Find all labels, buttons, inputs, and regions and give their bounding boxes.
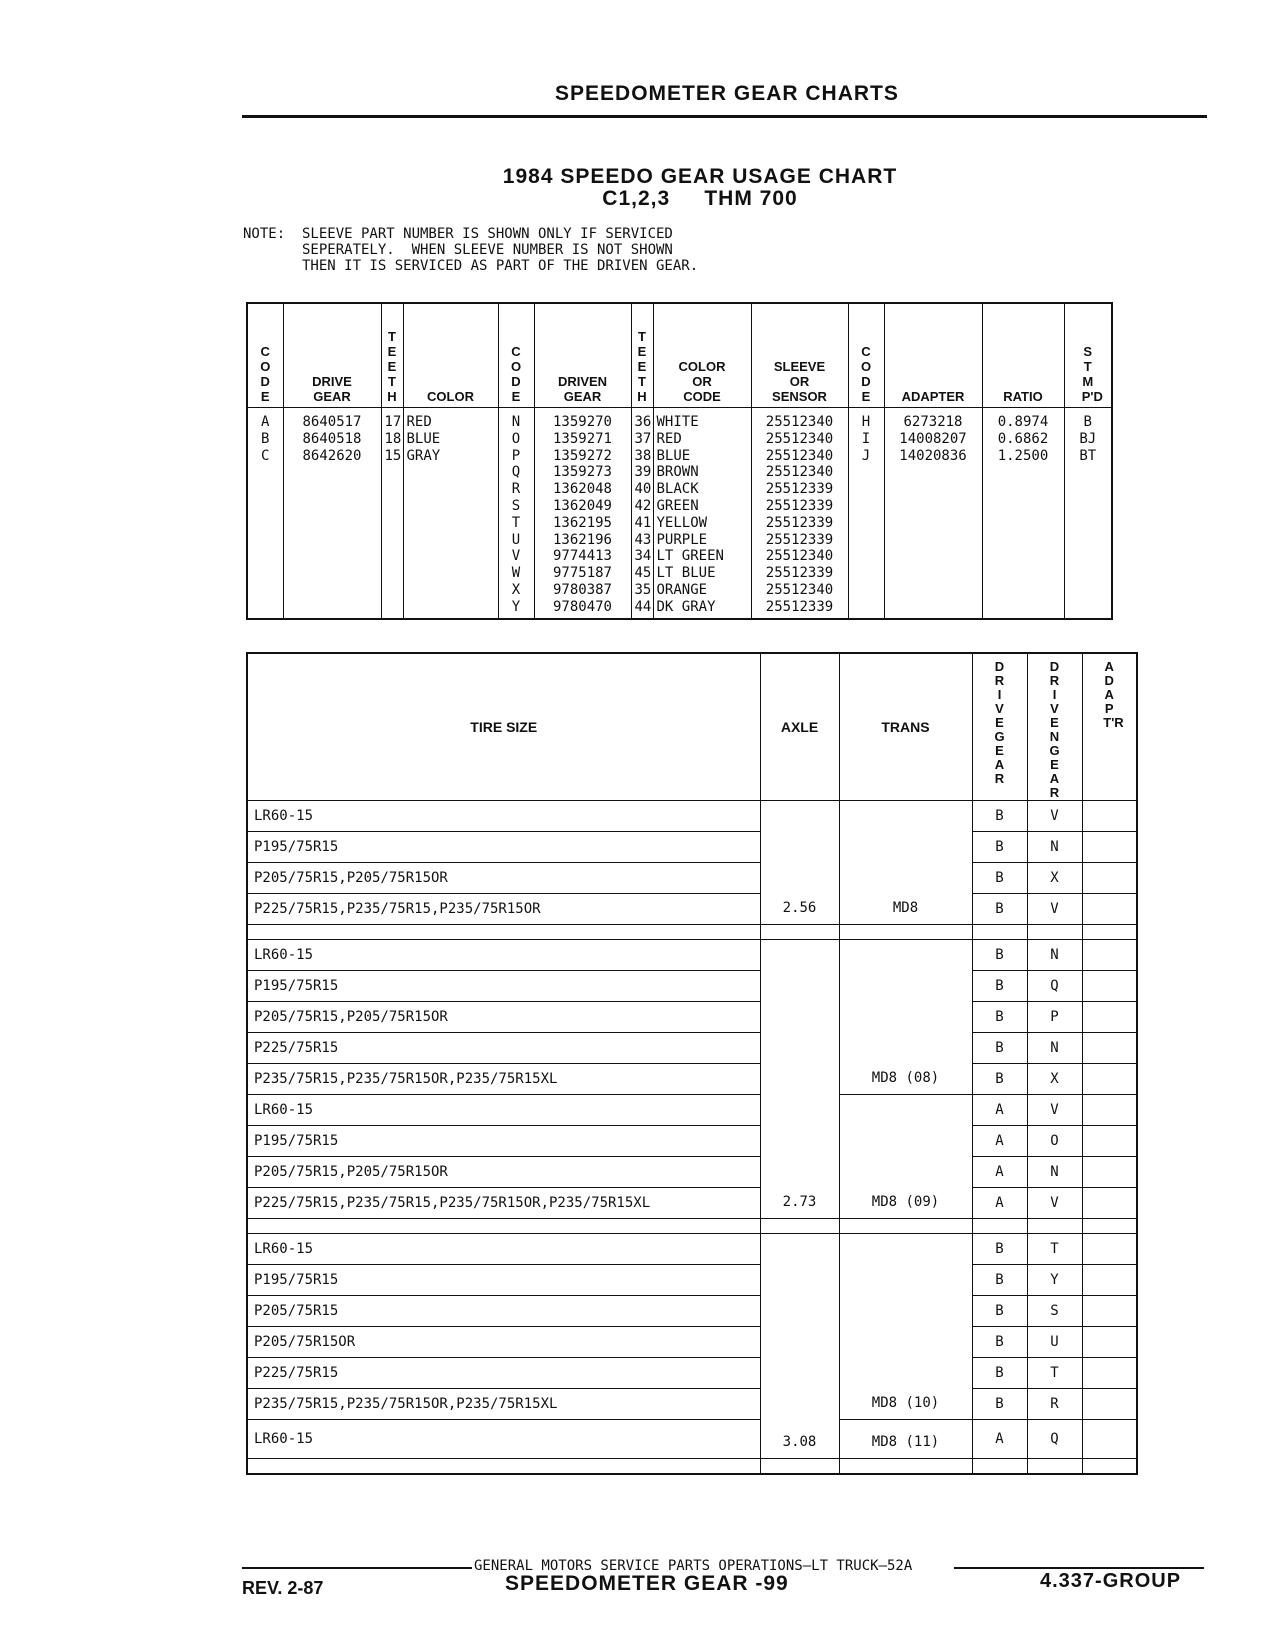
drive-gear-part-numbers: 8640517 8640518 8642620 (283, 408, 381, 620)
adapter-code (1082, 1064, 1137, 1095)
drive-gear-code: A (972, 1126, 1027, 1157)
driven-gear-code: O (1027, 1126, 1082, 1157)
adapter-stamps: B BJ BT (1064, 408, 1112, 620)
col-header-stamped: STMP'D (1064, 303, 1112, 408)
adapter-code (1082, 1327, 1137, 1358)
drive-gear-code: B (972, 1234, 1027, 1265)
drive-gear-code: A (972, 1095, 1027, 1126)
tire-size-cell: P225/75R15,P235/75R15,P235/75R15OR,P235/75R15XL (247, 1188, 760, 1219)
driven-gear-codes: N O P Q R S T U V W X Y (498, 408, 534, 620)
col-header-driven-gear: DRIVENGEAR (1027, 653, 1082, 801)
table-row (247, 1188, 1137, 1219)
col-header-tire-size: TIRE SIZE (247, 653, 760, 801)
chart-title-line1: 1984 SPEEDO GEAR USAGE CHART (502, 165, 898, 188)
trans-cell: MD8 (09) (839, 1095, 972, 1219)
col-header-color-or-code: COLOR OR CODE (653, 303, 751, 408)
drive-gear-code: B (972, 894, 1027, 925)
drive-gear-code: A (972, 1188, 1027, 1219)
group-separator-row (247, 925, 1137, 940)
col-header-driven-gear: DRIVEN GEAR (534, 303, 631, 408)
driven-gear-code: T (1027, 1358, 1082, 1389)
page-header-title: SPEEDOMETER GEAR CHARTS (555, 82, 899, 105)
adapter-code (1082, 1265, 1137, 1296)
driven-gear-code: S (1027, 1296, 1082, 1327)
col-header-teeth: TEETH (631, 303, 653, 408)
table-row (247, 940, 1137, 971)
col-header-ratio: RATIO (982, 303, 1064, 408)
adapter-codes: H I J (848, 408, 884, 620)
footer-page-label: SPEEDOMETER GEAR -99 (505, 1572, 789, 1595)
table-row (247, 1389, 1137, 1420)
table-row (247, 1420, 1137, 1459)
drive-gear-code: A (972, 1157, 1027, 1188)
driven-gear-code: N (1027, 832, 1082, 863)
adapter-code (1082, 1389, 1137, 1420)
driven-gear-code: N (1027, 1157, 1082, 1188)
tire-size-cell: P195/75R15 (247, 1126, 760, 1157)
tire-size-cell: P195/75R15 (247, 832, 760, 863)
col-header-axle: AXLE (760, 653, 839, 801)
driven-gear-code: N (1027, 940, 1082, 971)
adapter-code (1082, 1126, 1137, 1157)
driven-gear-code: P (1027, 1002, 1082, 1033)
footer-group-number: 4.337-GROUP (1040, 1570, 1182, 1592)
table-row (247, 1265, 1137, 1296)
table-row (247, 832, 1137, 863)
tire-size-cell: LR60-15 (247, 1234, 760, 1265)
table-row (247, 801, 1137, 832)
axle-ratio-cell: 2.56 (760, 801, 839, 925)
adapter-code (1082, 832, 1137, 863)
group-separator-row (247, 1219, 1137, 1234)
footer-publisher-line: GENERAL MOTORS SERVICE PARTS OPERATIONS—LT TRUCK—52A (474, 1558, 913, 1574)
adapter-code (1082, 1420, 1137, 1459)
drive-gear-code: B (972, 1064, 1027, 1095)
driven-gear-code: V (1027, 1095, 1082, 1126)
driven-gear-code: V (1027, 894, 1082, 925)
driven-gear-code: T (1027, 1234, 1082, 1265)
adapter-code (1082, 801, 1137, 832)
driven-gear-code: U (1027, 1327, 1082, 1358)
drive-gear-code: B (972, 801, 1027, 832)
tire-size-cell: P205/75R15 (247, 1296, 760, 1327)
drive-gear-code: B (972, 1002, 1027, 1033)
drive-gear-code: A (972, 1420, 1027, 1459)
group-separator-row (247, 1459, 1137, 1475)
drive-gear-codes: A B C (247, 408, 283, 620)
tire-size-cell: P205/75R15,P205/75R15OR (247, 1002, 760, 1033)
tire-size-cell: P195/75R15 (247, 971, 760, 1002)
col-header-code: CODE (247, 303, 283, 408)
sleeve-part-numbers: 25512340 25512340 25512340 25512340 25512339 25512339 25512339 25512339 25512340 25512339 25512340 25512339 (751, 408, 848, 620)
footer-revision: REV. 2-87 (242, 1578, 324, 1598)
drive-gear-code: B (972, 940, 1027, 971)
drive-gear-teeth: 17 18 15 (381, 408, 403, 620)
adapter-code (1082, 1002, 1137, 1033)
adapter-part-numbers: 6273218 14008207 14020836 (884, 408, 982, 620)
col-header-drive-gear: DRIVE GEAR (283, 303, 381, 408)
tire-size-cell: P235/75R15,P235/75R15OR,P235/75R15XL (247, 1389, 760, 1420)
drive-gear-code: B (972, 1296, 1027, 1327)
drive-gear-code: B (972, 863, 1027, 894)
tire-size-cell: LR60-15 (247, 801, 760, 832)
adapter-ratios: 0.8974 0.6862 1.2500 (982, 408, 1064, 620)
drive-gear-code: B (972, 1358, 1027, 1389)
chart-title (420, 166, 980, 210)
axle-ratio-cell: 3.08 (760, 1234, 839, 1459)
table-row (247, 1064, 1137, 1095)
table-row (247, 1157, 1137, 1188)
driven-gear-code: V (1027, 1188, 1082, 1219)
col-header-sleeve-or-sensor: SLEEVE OR SENSOR (751, 303, 848, 408)
col-header-teeth: TEETH (381, 303, 403, 408)
gear-table-body-row (247, 408, 1112, 620)
driven-gear-code: N (1027, 1033, 1082, 1064)
tire-size-cell: P225/75R15 (247, 1033, 760, 1064)
drive-gear-code: B (972, 832, 1027, 863)
tire-size-cell: P195/75R15 (247, 1265, 760, 1296)
adapter-code (1082, 1296, 1137, 1327)
chart-title-line2: C1,2,3 THM 700 (602, 187, 798, 210)
adapter-code (1082, 894, 1137, 925)
table-row (247, 1126, 1137, 1157)
driven-gear-code: Q (1027, 971, 1082, 1002)
drive-gear-code: B (972, 1327, 1027, 1358)
tire-usage-table (246, 652, 1138, 1475)
table-row (247, 863, 1137, 894)
driven-gear-part-numbers: 1359270 1359271 1359272 1359273 1362048 1362049 1362195 1362196 9774413 9775187 9780387 9780470 (534, 408, 631, 620)
drive-gear-colors: RED BLUE GRAY (403, 408, 498, 620)
axle-ratio-cell: 2.73 (760, 940, 839, 1219)
adapter-code (1082, 863, 1137, 894)
footer-rule (954, 1567, 1204, 1569)
header-rule (242, 115, 1207, 118)
adapter-code (1082, 940, 1137, 971)
table-row (247, 1033, 1137, 1064)
driven-gear-code: Y (1027, 1265, 1082, 1296)
table-row (247, 971, 1137, 1002)
col-header-trans: TRANS (839, 653, 972, 801)
driven-gear-code: R (1027, 1389, 1082, 1420)
gear-parts-table (246, 302, 1113, 620)
col-header-color: COLOR (403, 303, 498, 408)
adapter-code (1082, 1358, 1137, 1389)
adapter-code (1082, 1033, 1137, 1064)
adapter-code (1082, 1188, 1137, 1219)
table-row (247, 1002, 1137, 1033)
table-row (247, 894, 1137, 925)
adapter-code (1082, 1157, 1137, 1188)
table-row (247, 1296, 1137, 1327)
col-header-code: CODE (848, 303, 884, 408)
driven-gear-code: Q (1027, 1420, 1082, 1459)
tire-size-cell: P205/75R15,P205/75R15OR (247, 1157, 760, 1188)
table-row (247, 1358, 1137, 1389)
drive-gear-code: B (972, 971, 1027, 1002)
drive-gear-code: B (972, 1033, 1027, 1064)
tire-size-cell: P225/75R15,P235/75R15,P235/75R15OR (247, 894, 760, 925)
tire-size-cell: LR60-15 (247, 1095, 760, 1126)
driven-gear-colors: WHITE RED BLUE BROWN BLACK GREEN YELLOW PURPLE LT GREEN LT BLUE ORANGE DK GRAY (653, 408, 751, 620)
gear-table-header-row (247, 303, 1112, 408)
tire-size-cell: P235/75R15,P235/75R15OR,P235/75R15XL (247, 1064, 760, 1095)
table-row (247, 1327, 1137, 1358)
driven-gear-code: V (1027, 801, 1082, 832)
col-header-adapter: ADAPTER (884, 303, 982, 408)
table-row (247, 1095, 1137, 1126)
trans-cell: MD8 (10) (839, 1234, 972, 1420)
service-note: NOTE: SLEEVE PART NUMBER IS SHOWN ONLY IF SERVICED SEPERATELY. WHEN SLEEVE NUMBER IS NOT SHOWN THEN IT IS SERVICED AS PART OF THE DRIVEN GEAR. (243, 226, 699, 274)
trans-cell: MD8 (11) (839, 1420, 972, 1459)
table-row (247, 1234, 1137, 1265)
driven-gear-code: X (1027, 863, 1082, 894)
trans-cell: MD8 (839, 801, 972, 925)
footer-rule (242, 1567, 472, 1569)
tire-size-cell: P225/75R15 (247, 1358, 760, 1389)
tire-size-cell: P205/75R15,P205/75R15OR (247, 863, 760, 894)
usage-table-header-row (247, 653, 1137, 801)
driven-gear-code: X (1027, 1064, 1082, 1095)
col-header-code: CODE (498, 303, 534, 408)
col-header-drive-gear: DRIVEGEAR (972, 653, 1027, 801)
tire-size-cell: LR60-15 (247, 1420, 760, 1459)
tire-size-cell: LR60-15 (247, 940, 760, 971)
adapter-code (1082, 971, 1137, 1002)
adapter-code (1082, 1095, 1137, 1126)
trans-cell: MD8 (08) (839, 940, 972, 1095)
drive-gear-code: B (972, 1389, 1027, 1420)
col-header-adapter: ADAPT'R (1082, 653, 1137, 801)
tire-size-cell: P205/75R15OR (247, 1327, 760, 1358)
drive-gear-code: B (972, 1265, 1027, 1296)
adapter-code (1082, 1234, 1137, 1265)
driven-gear-teeth: 36 37 38 39 40 42 41 43 34 45 35 44 (631, 408, 653, 620)
